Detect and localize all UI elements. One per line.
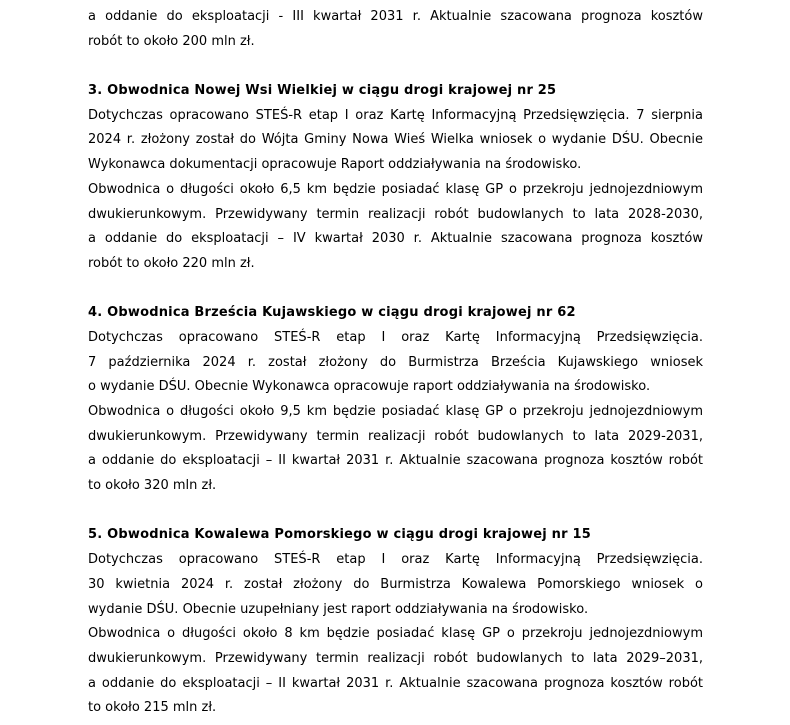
text-line: Dotychczas opracowano STEŚ-R etap I oraz Kartę Informacyjną Przedsięwzięcia. 7 sierpnia <box>88 107 703 123</box>
text-line: a oddanie do eksploatacji - III kwartał 2031 r. Aktualnie szacowana prognoza kosztów <box>88 9 703 24</box>
text-line: Obwodnica o długości około 6,5 km będzie posiadać klasę GP o przekroju jednojezdniowym <box>88 181 703 197</box>
section-heading: 5. Obwodnica Kowalewa Pomorskiego w ciągu drogi krajowej nr 15 <box>88 527 591 543</box>
text-line: dwukierunkowym. Przewidywany termin realizacji robót budowlanych to lata 2029-2031, <box>88 428 703 444</box>
paragraph-spacer <box>88 499 703 524</box>
text-line: 30 kwietnia 2024 r. został złożony do Burmistrza Kowalewa Pomorskiego wniosek o <box>88 576 703 592</box>
text-line: dwukierunkowym. Przewidywany termin realizacji robót budowlanych to lata 2028-2030, <box>88 206 703 222</box>
text-line: dwukierunkowym. Przewidywany termin realizacji robót budowlanych to lata 2029–2031, <box>88 650 703 666</box>
text-line: robót to około 200 mln zł. <box>88 33 255 49</box>
text-line: Dotychczas opracowano STEŚ-R etap I oraz Kartę Informacyjną Przedsięwzięcia. <box>88 552 703 568</box>
text-line: a oddanie do eksploatacji – IV kwartał 2030 r. Aktualnie szacowana prognoza kosztów <box>88 231 703 247</box>
text-line: Obwodnica o długości około 9,5 km będzie posiadać klasę GP o przekroju jednojezdniowym <box>88 404 703 419</box>
text-line: Wykonawca dokumentacji opracowuje Raport oddziaływania na środowisko. <box>88 157 582 173</box>
text-line: Obwodnica o długości około 8 km będzie posiadać klasę GP o przekroju jednojezdniowym <box>88 626 703 642</box>
text-line: 7 października 2024 r. został złożony do Burmistrza Brześcia Kujawskiego wniosek <box>88 354 703 370</box>
text-line: a oddanie do eksploatacji – II kwartał 2031 r. Aktualnie szacowana prognoza kosztów robót <box>88 453 703 469</box>
text-line: wydanie DŚU. Obecnie uzupełniany jest raport oddziaływania na środowisko. <box>88 601 589 617</box>
text-line: 2024 r. złożony został do Wójta Gminy Nowa Wieś Wielka wniosek o wydanie DŚU. Obecnie <box>88 132 703 148</box>
text-line: to około 215 mln zł. <box>88 700 217 716</box>
section-heading: 3. Obwodnica Nowej Wsi Wielkiej w ciągu drogi krajowej nr 25 <box>88 83 557 99</box>
paragraph-spacer <box>88 54 703 79</box>
section-heading: 4. Obwodnica Brześcia Kujawskiego w ciągu drogi krajowej nr 62 <box>88 305 576 321</box>
text-line: a oddanie do eksploatacji – II kwartał 2031 r. Aktualnie szacowana prognoza kosztów robót <box>88 675 703 691</box>
text-line: robót to około 220 mln zł. <box>88 255 255 271</box>
text-line: o wydanie DŚU. Obecnie Wykonawca opracowuje raport oddziaływania na środowisko. <box>88 379 651 395</box>
text-line: to około 320 mln zł. <box>88 478 217 494</box>
paragraph-spacer <box>88 277 703 302</box>
text-line: Dotychczas opracowano STEŚ-R etap I oraz Kartę Informacyjną Przedsięwzięcia. <box>88 329 703 345</box>
